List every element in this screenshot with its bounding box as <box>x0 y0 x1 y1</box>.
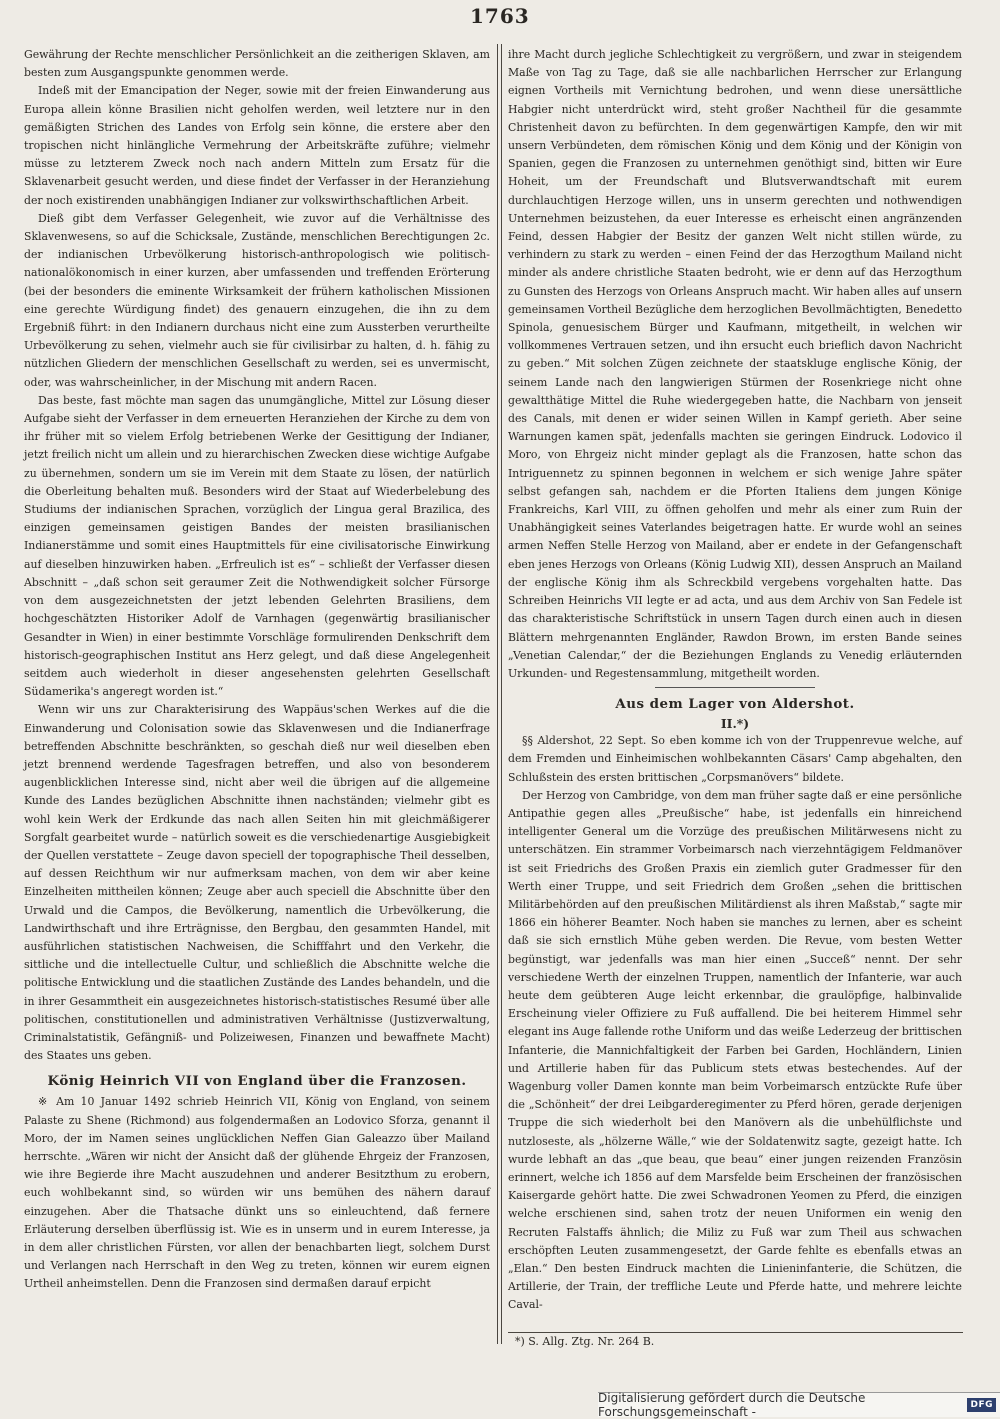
page-number: 1763 <box>470 4 530 28</box>
article-heading: König Heinrich VII von England über die Franzosen. <box>47 1073 467 1090</box>
paragraph: ※ Am 10 Januar 1492 schrieb Heinrich VII, König von England, von seinem Palaste zu Shene (Richmond) aus folgendermaßen an Lodovico Sforza, genannt il Moro, der im Namen seines unglücklichen Neffen Gian Galeazzo über Mailand herrschte. „Wären wir nicht der Ansicht daß der glühende Ehrgeiz der Franzosen, wie ihre Begierde ihre Macht auszudehnen und anderer Besitzthum zu erobern, euch wohlbekannt sind, so würden wir uns bemühen des nähern darauf einzugehen. Aber die Thatsache dünkt uns so einleuchtend, daß fernere Erläuterung derselben überflüssig ist. Wie es in unserm und in eurem Interesse, ja in dem aller christlichen Fürsten, vor allen der benachbarten liegt, solchem Durst und Verlangen nach Herrschaft in den Weg zu treten, können wir eurem eignen Urtheil anheimstellen. Denn die Franzosen sind dermaßen darauf erpicht <box>24 1095 490 1291</box>
digitization-credit <box>598 1392 1000 1417</box>
paragraph: ihre Macht durch jegliche Schlechtigkeit zu vergrößern, und zwar in steigendem Maße von Tag zu Tage, daß sie alle nachbarlichen Herrscher zur Erlangung eignen Vortheils mit Vernichtung bedrohen, und wenn diese unersättliche Habgier nicht unterdrückt wird, steht großer Nachtheil für die gesammte Christenheit davon zu befürchten. In dem gegenwärtigen Kampfe, den wir mit unsern Verbündeten, dem römischen König und dem König und der Königin von Spanien, gegen die Franzosen zu unternehmen genöthigt sind, bitten wir Eure Hoheit, um der Freundschaft und Blutsverwandtschaft mit eurem durchlauchtigen Herzoge willen, uns in unserm gerechten und nothwendigen Unternehmen beizustehen, da euer Interesse es erheischt einen angränzenden Feind, dessen Habgier der Besitz der ganzen Welt nicht stillen würde, zu verhindern zu stark zu werden – einen Feind der das Herzogthum Mailand nicht minder als andere christliche Staaten bedroht, wie er denn auf das Herzogthum zu Gunsten des Herzogs von Orleans Anspruch macht. Wir haben alles auf unsern gemeinsamen Vortheil Bezügliche dem herzoglichen Bevollmächtigten, Benedetto Spinola, genuesischem Bürger und Kaufmann, mitgetheilt, in welchen wir vollkommenes Vertrauen setzen, und ihn ersucht euch brieflich davon Nachricht zu geben.“ Mit solchen Zügen zeichnete der staatskluge englische König, der seinem Lande nach den langwierigen Stürmen der Rosenkriege nicht ohne gewaltthätige Mittel die Ruhe wiedergegeben hatte, die Nachbarn von jenseit des Canals, mit denen er wider seinen Willen in Kampf gerieth. Aber seine Warnungen kamen spät, jedenfalls machten sie geringen Eindruck. Lodovico il Moro, von Ehrgeiz nicht minder geplagt als die Franzosen, hatte schon das Intriguennetz zu spinnen begonnen in welchem er sich wenige Jahre später selbst gefangen sah, nachdem er die Pforten Italiens dem jungen Könige Frankreichs, Karl VIII, zu öffnen geholfen und mehr als einer zum Ruin der Unabhängigkeit seines Vaterlandes beigetragen hatte. Er wurde wohl an seines armen Neffen Stelle Herzog von Mailand, aber er endete in der Gefangenschaft eben jenes Herzogs von Orleans (König Ludwig XII), dessen Anspruch an Mailand der englische König ihm als Schreckbild vergebens vorgehalten hatte. Das Schreiben Heinrichs VII legte er ad acta, und aus dem Archiv von San Fedele ist das charakteristische Schriftstück in unsern Tagen durch einen auch in diesen Blättern mehrgenannten Engländer, Rawdon Brown, im ersten Bande seines „Venetian Calendar,“ der die Beziehungen Englands zu Venedig erläuternden Urkunden- und Regestensammlung, mitgetheilt worden. <box>508 48 962 680</box>
paragraph: §§ Aldershot, 22 Sept. So eben komme ich von der Truppenrevue welche, auf dem Fremden und Einheimischen wohlbekannten Cäsars' Camp abgehalten, den Schlußstein des ersten brittischen „Corpsmanövers“ bildete. <box>508 734 962 784</box>
column-divider <box>497 44 502 1344</box>
dfg-logo: DFG <box>967 1398 996 1412</box>
paragraph: Das beste, fast möchte man sagen das unumgängliche, Mittel zur Lösung dieser Aufgabe sieht der Verfasser in dem erneuerten Heranziehen der Kirche zu dem von ihr früher mit so vielem Erfolg betriebenen Werke der Gesittigung der Indianer, jetzt freilich nicht um allein und zu hierarchischen Zwecken diese wichtige Aufgabe zu übernehmen, sondern um sie im Verein mit dem Staate zu lösen, der natürlich die Oberleitung behalten muß. Besonders wird der Staat auf Wiederbelebung des Studiums der indianischen Sprachen, vorzüglich der Lingua geral Brazilica, des einzigen gemeinsamen geistigen Bandes der meisten brasilianischen Indianerstämme und somit eines Hauptmittels für eine civilisatorische Einwirkung auf dieselben hinzuwirken haben. „Erfreulich ist es“ – schließt der Verfasser diesen Abschnitt – „daß schon seit geraumer Zeit die Nothwendigkeit solcher Fürsorge von dem ausgezeichnetsten der jetzt lebenden Gelehrten Brasiliens, dem hochgeschätzten Historiker Adolf de Varnhagen (gegenwärtig brasilianischer Gesandter in Wien) in einer bestimmte Vorschläge formulirenden Denkschrift dem historisch-geographischen Institut ans Herz gelegt, und daß diese Angelegenheit seitdem auch wiederholt in dieser angesehensten gelehrten Gesellschaft Südamerika's angeregt worden ist.“ <box>24 393 490 699</box>
paragraph: Der Herzog von Cambridge, von dem man früher sagte daß er eine persönliche Antipathie gegen alles „Preußische“ habe, ist jedenfalls ein hinreichend intelligenter General um die Vorzüge des preußischen Militärwesens nicht zu unterschätzen. Ein strammer Vorbeimarsch nach vierzehntägigem Feldmanöver ist seit Friedrichs des Großen Praxis ein ziemlich guter Gradmesser für den Werth einer Truppe, und seit Friedrich dem Großen „sehen die brittischen Militärbehörden auf den preußischen Militärdienst als ihren Maßstab,“ sagte mir 1866 ein höherer Beamter. Noch haben sie manches zu lernen, aber es scheint daß sie sich ernstlich Mühe geben werden. Die Revue, vom besten Wetter begünstigt, war jedenfalls was man hier einen „Succeß“ nennt. Der sehr verschiedene Werth der einzelnen Truppen, namentlich der Infanterie, war auch heute dem geübteren Auge leicht erkennbar, die graulöpfige, halbinvalide Erscheinung vieler Offiziere zu Fuß auffallend. Die bei heiterem Himmel sehr elegant ins Auge fallende rothe Uniform und das weiße Lederzeug der brittischen Infanterie, die Mannichfaltigkeit der Farben bei Garden, Hochländern, Linien und Artillerie haben für das Publicum stets etwas bestechendes. Auf der Wagenburg voller Damen konnte man beim Vorbeimarsch entzückte Rufe über die „Schönheit“ der drei Leibgarderegimenter zu Pferd hören, gerade derjenigen Truppe die sich wiederholt bei den Manövern als die unbehülflichste und nutzloseste, als „hölzerne Wälle,“ wie der Soldatenwitz sagte, gezeigt hatte. Ich wurde lebhaft an das „que beau, que beau“ einer jungen reizenden Französin erinnert, welche ich 1856 auf dem Marsfelde beim Erscheinen der französischen Kaisergarde gehört hatte. Die zwei Schwadronen Yeomen zu Pferd, die einzigen welche erschienen sind, sahen trotz der neuen Uniformen ein wenig den Recruten Falstaffs ähnlich; die Miliz zu Fuß war zum Theil aus schwachen erschöpften Leuten zusammengesetzt, der Garde fehlte es ebenfalls etwas an „Elan.“ Den besten Eindruck machten die Linieninfanterie, die Schützen, die Artillerie, der Train, der treffliche Leute und Pferde hatte, und mehrere leichte Caval- <box>508 788 962 1312</box>
paragraph: Indeß mit der Emancipation der Neger, sowie mit der freien Einwanderung aus Europa allein könne Brasilien nicht geholfen werden, weil letztere nur in den gemäßigten Strichen des Landes von Erfolg sein könne, die erstere aber den tropischen nicht hinlängliche Vermehrung der Arbeitskräfte zuführe; vielmehr müsse zu letzterem Zweck noch nach andern Mitteln zum Ersatz für die Sklavenarbeit gesucht werden, und diese findet der Verfasser in der Heranziehung der noch existirenden unabhängigen Indianer zur volkswirthschaftlichen Arbeit. <box>24 84 490 207</box>
footnote-divider <box>508 1332 963 1333</box>
section-divider <box>655 687 815 688</box>
right-column <box>508 46 962 1315</box>
article-subheading: II.*) <box>720 716 750 732</box>
paragraph: Wenn wir uns zur Charakterisirung des Wappäus'schen Werkes auf die die Einwanderung und Colonisation sowie das Sklavenwesen und die Indianerfrage betreffenden Abschnitte beschränkten, so geschah dieß nur weil dieselben eben jetzt brennend werdende Tagesfragen betreffen, und also von besonderem augenblicklichen Interesse sind, nicht aber weil die übrigen auf die allgemeine Kunde des Landes bezüglichen Abschnitte ihnen nachständen; vielmehr gibt es wohl kein Werk der Erdkunde das nach allen Seiten hin mit gleichmäßigerer Sorgfalt gearbeitet wurde – natürlich soweit es die verschiedenartige Ausgiebigkeit der Quellen verstattete – Zeuge davon speciell der topographische Theil desselben, auf dessen Reichthum wir nur aufmerksam machen, von dem wir aber keine Einzelheiten mittheilen können; Zeuge aber auch speciell die Abschnitte über den Urwald und die Campos, die Bevölkerung, namentlich die Urbevölkerung, die Landwirthschaft und ihre Erträgnisse, den Bergbau, den gesammten Handel, mit ausführlichen statistischen Nachweisen, die Schifffahrt und den Verkehr, die sittliche und die intellectuelle Cultur, und schließlich die Abschnitte welche die politische Entwicklung und die staatlichen Zustände des Landes behandeln, und die in ihrer Gesammtheit ein ausgezeichnetes historisch-statistisches Resumé über alle politischen, constitutionellen und administrativen Verhältnisse (Justizverwaltung, Criminalstatistik, Gefängniß- und Polizeiwesen, Finanzen und bewaffnete Macht) des Staates uns geben. <box>24 703 490 1063</box>
credit-text: Digitalisierung gefördert durch die Deutsche Forschungsgemeinschaft - <box>598 1391 866 1419</box>
article-heading: Aus dem Lager von Aldershot. <box>615 696 855 713</box>
paragraph: Dieß gibt dem Verfasser Gelegenheit, wie zuvor auf die Verhältnisse des Sklavenwesens, so auf die Schicksale, Zustände, menschlichen Berechtigungen 2c. der indianischen Urbevölkerung historisch-anthropologisch wie politisch-nationalökonomisch in einer kurzen, aber umfassenden und treffenden Erörterung (bei der besonders die eminente Wirksamkeit der frühern katholischen Missionen eine gerechte Würdigung findet) des genauern einzugehen, die ihn zu dem Ergebniß führt: in den Indianern durchaus nicht eine zum Aussterben verurtheilte Urbevölkerung zu sehen, vielmehr auch sie für civilisirbar zu halten, d. h. fähig zu nützlichen Gliedern der menschlichen Gesellschaft zu werden, sei es unvermischt, oder, was wahrscheinlicher, in der Mischung mit andern Racen. <box>24 211 490 389</box>
left-column <box>24 46 490 1294</box>
footnote: *) S. Allg. Ztg. Nr. 264 B. <box>515 1335 655 1348</box>
paragraph: Gewährung der Rechte menschlicher Persönlichkeit an die zeitherigen Sklaven, am besten zum Ausgangspunkte genommen werde. <box>24 48 490 80</box>
